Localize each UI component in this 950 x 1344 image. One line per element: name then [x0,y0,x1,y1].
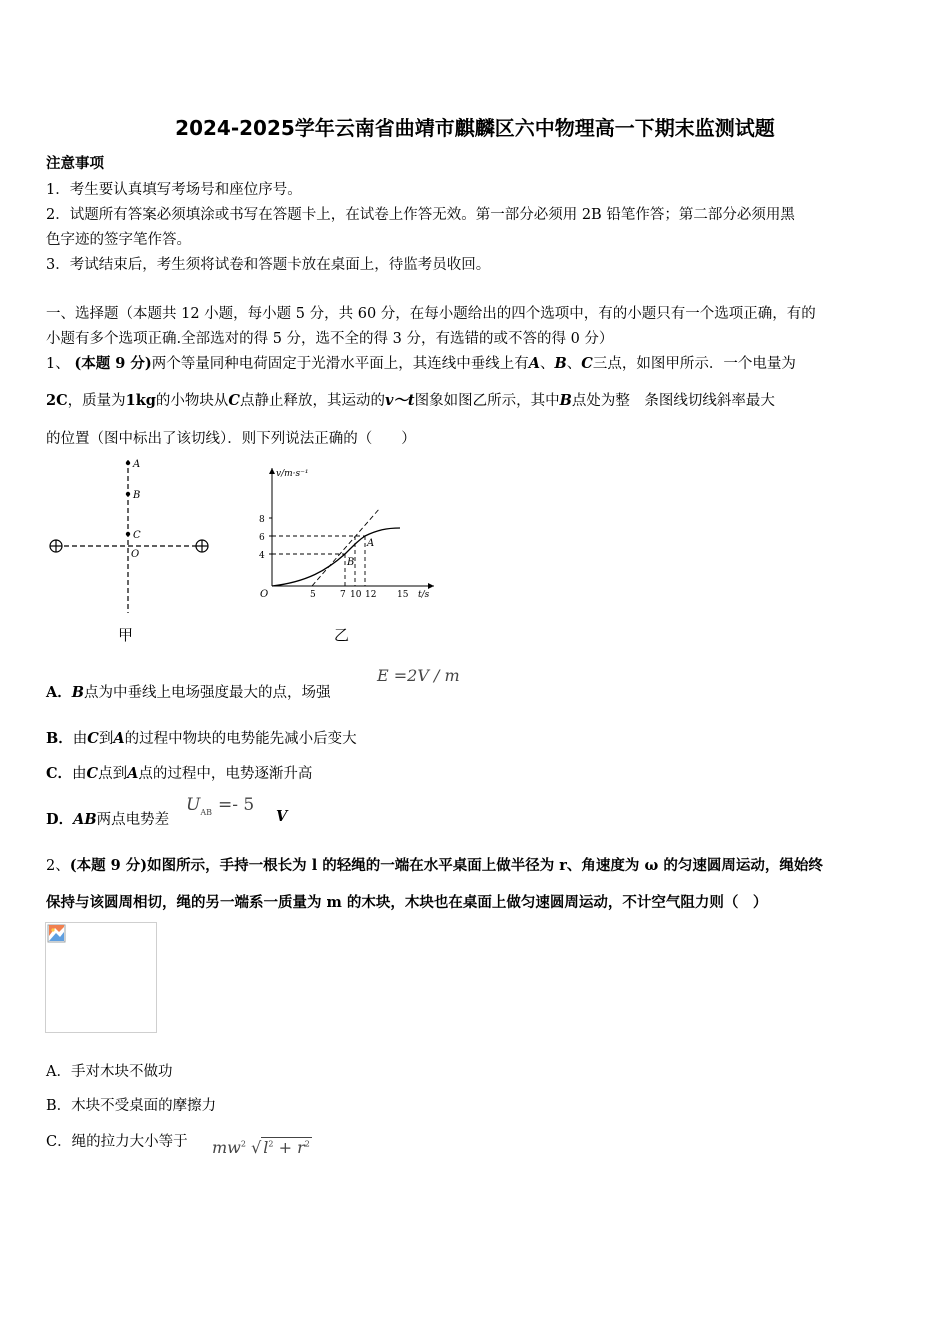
label-a: A [133,459,141,470]
y-tick: 6 [259,533,265,543]
sqrt-content: $l^2 + r^2$ [263,1138,310,1157]
sep: 、 [566,356,582,372]
x-tick: 15 [397,590,409,600]
q2-number: 2、 [46,858,70,874]
ab-label: AB [73,811,97,828]
option-letter: D． [46,811,74,828]
q2-line1 [46,854,823,875]
q1-number: 1、 [46,356,70,372]
point-b: B [554,355,567,372]
sqrt-icon: √ [251,1138,262,1157]
notice-item: 色字迹的签字笔作答。 [46,232,191,248]
notice-item: 3．考试结束后，考生须将试卷和答题卡放在桌面上，待监考员收回。 [46,257,491,273]
formula-uab [186,795,254,817]
caption-jia: 甲 [118,626,134,644]
q1-line2 [46,389,775,410]
section-intro-2: 小题有多个选项正确.全部选对的得 5 分，选不全的得 3 分，有选错的或不答的得 0 分） [46,331,614,347]
option-text: 两点电势差 [96,812,170,828]
q1-text: 点处为整 条图线切线斜率最大 [571,393,775,409]
formula-value: =- 5 [217,795,255,815]
q1-text: 三点，如图甲所示．一个电量为 [592,356,796,372]
option-text: 到 [98,731,114,747]
option-text: 的过程中物块的电势能先减小后变大 [124,731,357,747]
broken-image-placeholder [45,922,157,1033]
point-b-dot [126,492,130,496]
x-tick: 7 [340,590,346,600]
figure-jia [44,455,219,647]
point-c: C [228,392,240,409]
formula-sub: AB [200,808,212,817]
formula-e: E =2V / m [377,666,460,685]
figure-yi [252,460,442,645]
point-c-dot [126,532,130,536]
option-text: 点为中垂线上电场强度最大的点，场强 [84,685,331,701]
unit-v: V [276,808,288,825]
charge-value: 2C [46,392,68,409]
page-title: 2024-2025学年云南省曲靖市麒麟区六中物理高一下期末监测试题 [175,116,775,140]
y-label: v/m·s⁻¹ [276,469,309,479]
option-letter: A． [46,684,72,701]
q2-option-b[interactable]: B．木块不受桌面的摩擦力 [46,1098,217,1114]
x-tick: 5 [310,590,316,600]
option-letter: C． [46,765,73,782]
point-c: C [581,355,593,372]
point-b: B [559,392,572,409]
q1-text: 两个等量同种电荷固定于光滑水平面上，其连线中垂线上有 [151,356,529,372]
q1-option-c[interactable] [46,762,312,783]
y-tick: 8 [259,515,265,525]
formula-exp: 2 [240,1139,246,1149]
section-intro: 一、选择题（本题共 12 小题，每小题 5 分，共 60 分，在每小题给出的四个选项中，有的小题只有一个选项正确，有的 [46,306,816,322]
point-a-dot [126,461,130,465]
caption-yi: 乙 [334,626,350,644]
q1-line1 [46,352,796,373]
charge-right-icon [196,540,208,552]
vt-curve [272,528,400,586]
y-tick: 4 [259,551,265,561]
point-a: A [127,765,139,782]
broken-image-icon [47,924,67,944]
option-text: 点的过程中，电势逐渐升高 [138,766,313,782]
q1-option-a[interactable] [46,681,331,702]
curve-label-b: B [347,557,355,568]
point-a: A [528,355,541,372]
point-a: A [113,730,125,747]
point-c: C [87,730,99,747]
q1-text: 图象如图乙所示，其中 [414,393,560,409]
formula-u: U [186,795,201,815]
option-text: 点到 [98,766,128,782]
q2-line2: 保持与该圆周相切，绳的另一端系一质量为 m 的木块，木块也在桌面上做匀速圆周运动，不计空气阻力则（ ） [46,894,768,911]
q2-option-a[interactable]: A．手对木块不做功 [46,1064,173,1080]
option-text: 由 [72,766,87,782]
notice-item: 1．考生要认真填写考场号和座位序号。 [46,182,302,198]
option-letter: B． [46,730,73,747]
q1-text: 点静止释放，其运动的 [239,393,385,409]
q2-text: (本题 9 分)如图所示，手持一根长为 l 的轻绳的一端在水平桌面上做半径为 r、角速度为 ω 的匀速圆周运动，绳始终 [69,857,823,874]
formula-r: r [297,1138,305,1157]
q1-text: 的小物块从 [155,393,229,409]
vt-label: v～t [384,392,415,409]
point-b: B [71,684,85,701]
label-b: B [133,490,141,501]
point-c: C [86,765,99,782]
mass-value: 1kg [125,392,156,409]
q1-option-d[interactable] [46,808,169,829]
formula-tension [212,1138,312,1157]
x-arrow [428,583,434,589]
charge-left-icon [50,540,62,552]
x-label: t/s [418,590,430,600]
q1-line3: 的位置（图中标出了该切线）．则下列说法正确的（ ） [46,431,416,447]
q2-option-c[interactable]: C．绳的拉力大小等于 [46,1134,188,1150]
origin-label: O [260,589,269,600]
q1-tag: (本题 9 分) [74,355,152,372]
label-o: O [131,549,140,560]
notice-heading: 注意事项 [46,155,104,172]
y-arrow [269,468,275,474]
notice-item: 2．试题所有答案必须填涂或书写在答题卡上，在试卷上作答无效。第一部分必须用 2B 铅笔作答；第二部分必须用黑 [46,207,795,223]
q1-option-b[interactable] [46,727,357,748]
sep: 、 [540,356,555,372]
x-tick: 12 [365,590,377,600]
curve-label-a: A [367,538,375,549]
x-tick: 10 [350,590,362,600]
q1-text: ，质量为 [67,393,126,409]
option-text: 由 [72,731,88,747]
formula-mw: mw [212,1138,241,1157]
formula-l: l [263,1138,269,1157]
label-c: C [133,530,141,541]
